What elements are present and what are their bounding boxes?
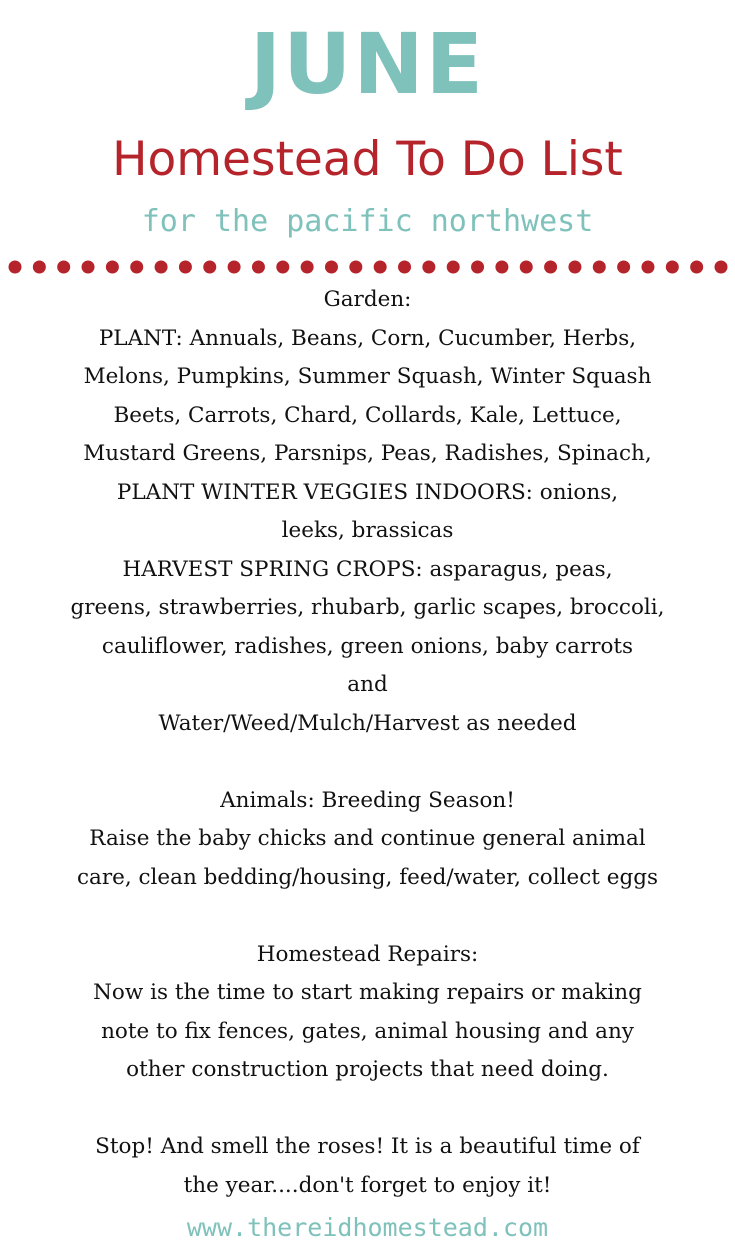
divider-dot (447, 261, 460, 274)
section-spacer (0, 743, 735, 782)
divider-dot (155, 261, 168, 274)
divider-dot (106, 261, 119, 274)
garden-line: Beets, Carrots, Chard, Collards, Kale, Lettuce, (113, 402, 622, 428)
divider-dot (252, 261, 265, 274)
divider-dot (690, 261, 703, 274)
section-spacer (0, 897, 735, 936)
divider-dot (179, 261, 192, 274)
section-spacer (0, 1090, 735, 1129)
garden-line: cauliflower, radishes, green onions, baby carrots (101, 633, 634, 659)
divider-dot (301, 261, 314, 274)
divider-dot (82, 261, 95, 274)
divider-dot (325, 261, 338, 274)
divider-dot (593, 261, 606, 274)
divider-dot (374, 261, 387, 274)
garden-line: greens, strawberries, rhubarb, garlic scapes, broccoli, (70, 595, 665, 620)
todo-list-body (0, 281, 735, 1205)
divider-dot (398, 261, 411, 274)
garden-line: Water/Weed/Mulch/Harvest as needed (158, 710, 577, 736)
divider-dot (471, 261, 484, 274)
repairs-line: note to fix fences, gates, animal housing and any (101, 1018, 634, 1044)
animals-heading: Animals: Breeding Season! (220, 787, 515, 813)
divider-dot (130, 261, 143, 274)
garden-line: PLANT: Annuals, Beans, Corn, Cucumber, Herbs, (98, 325, 637, 351)
divider-dot (617, 261, 630, 274)
divider-dot (57, 261, 70, 274)
divider-dot (203, 261, 216, 274)
divider-dot (544, 261, 557, 274)
divider-dot (715, 261, 728, 274)
closing-line: the year....don't forget to enjoy it! (183, 1172, 552, 1198)
garden-line: and (347, 672, 388, 697)
divider-dot (33, 261, 46, 274)
divider-dot (276, 261, 289, 274)
animals-line: care, clean bedding/housing, feed/water, collect eggs (76, 864, 659, 890)
divider-dot (495, 261, 508, 274)
page-title: Homestead To Do List (112, 132, 623, 187)
page-subtitle: for the pacific northwest (141, 204, 594, 239)
repairs-heading: Homestead Repairs: (256, 941, 479, 967)
repairs-line: Now is the time to start making repairs or making (93, 980, 642, 1005)
garden-line: PLANT WINTER VEGGIES INDOORS: onions, (116, 479, 619, 505)
divider-dot (9, 261, 22, 274)
garden-line: leeks, brassicas (281, 518, 454, 543)
garden-line: Melons, Pumpkins, Summer Squash, Winter Squash (83, 364, 652, 389)
garden-heading: Garden: (323, 287, 412, 312)
month-heading: JUNE (249, 15, 486, 113)
divider-dot (422, 261, 435, 274)
animals-line: Raise the baby chicks and continue general animal (89, 826, 646, 851)
divider-dot (228, 261, 241, 274)
divider-dot (520, 261, 533, 274)
garden-line: Mustard Greens, Parsnips, Peas, Radishes, Spinach, (83, 441, 652, 466)
animals-section (0, 782, 735, 898)
closing-line: Stop! And smell the roses! It is a beautiful time of (95, 1134, 640, 1159)
divider-dot (568, 261, 581, 274)
dotted-line-divider (8, 259, 728, 275)
website-url[interactable]: www.thereidhomestead.com (186, 1213, 549, 1242)
divider-dot (641, 261, 654, 274)
divider-dot (349, 261, 362, 274)
garden-section (0, 281, 735, 743)
repairs-section (0, 936, 735, 1090)
divider-dot (666, 261, 679, 274)
garden-line: HARVEST SPRING CROPS: asparagus, peas, (122, 556, 613, 582)
repairs-line: other construction projects that need doing. (126, 1057, 609, 1082)
closing-section (0, 1128, 735, 1205)
